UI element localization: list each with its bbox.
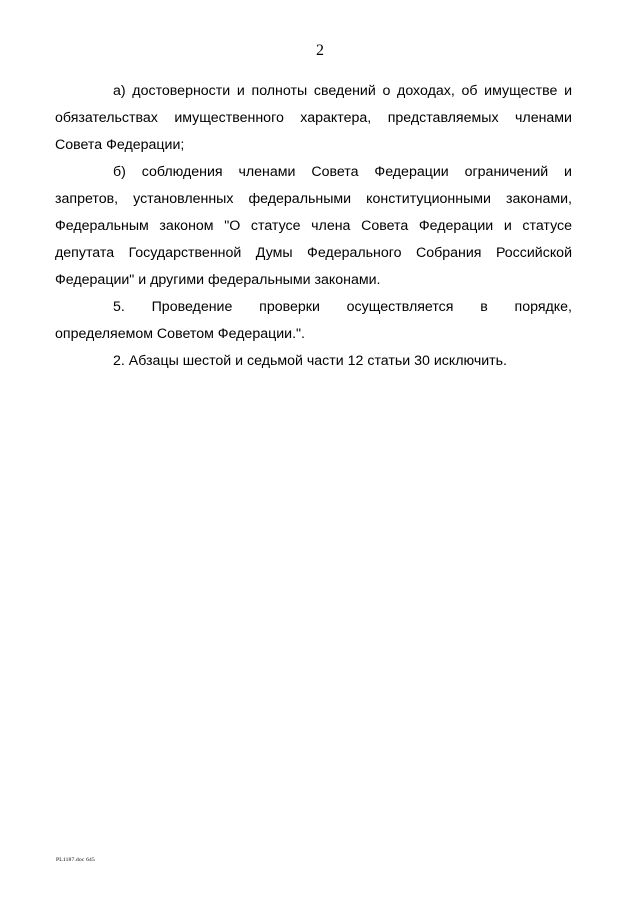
text-line: 2. Абзацы шестой и седьмой части 12 статьи 30 исключить. <box>113 353 507 369</box>
text-line: Федеральным законом "О статусе члена Совета Федерации и статусе <box>55 218 572 234</box>
text-line: Федерации" и другими федеральными законами. <box>55 272 381 288</box>
text-line: обязательствах имущественного характера, представляемых членами <box>55 110 572 126</box>
text-line: депутата Государственной Думы Федерального Собрания Российской <box>55 245 572 261</box>
document-body <box>55 78 572 375</box>
text-line: а) достоверности и полноты сведений о доходах, об имуществе и <box>113 83 572 99</box>
page-number: 2 <box>316 42 324 59</box>
text-line: Совета Федерации; <box>55 137 185 153</box>
text-line: определяемом Советом Федерации.". <box>55 326 305 342</box>
text-line: 5. Проведение проверки осуществляется в порядке, <box>113 299 572 315</box>
text-line: запретов, установленных федеральными конституционными законами, <box>55 191 572 207</box>
text-line: б) соблюдения членами Совета Федерации ограничений и <box>113 164 572 180</box>
footer-file-code: PL1187.doc 645 <box>56 857 95 863</box>
